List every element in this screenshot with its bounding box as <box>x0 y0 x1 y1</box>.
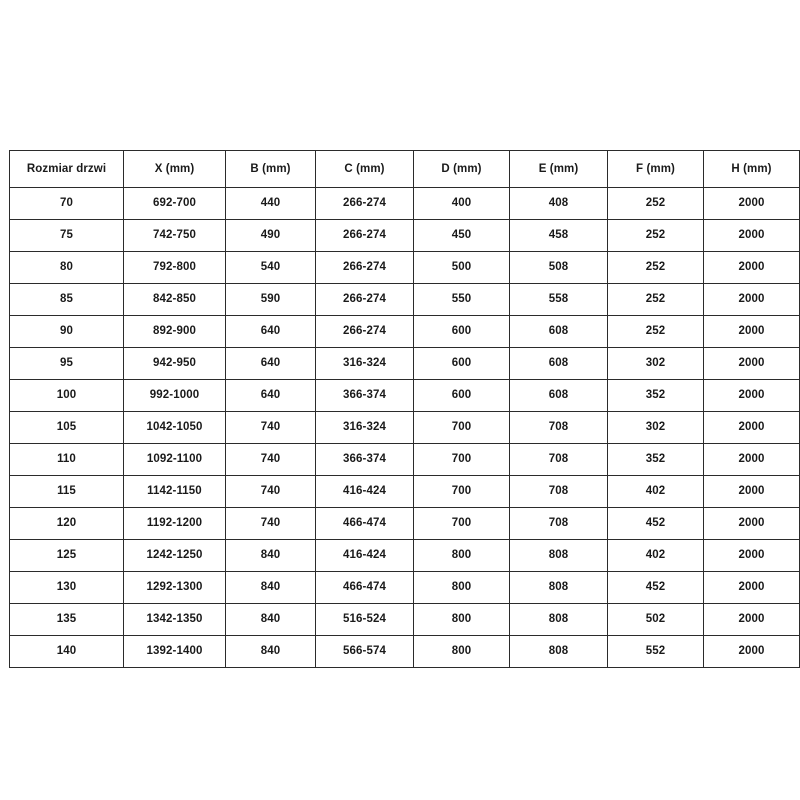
table-cell: 2000 <box>704 444 800 476</box>
table-row <box>10 508 800 540</box>
table-cell: 692-700 <box>124 188 226 220</box>
table-cell: 452 <box>608 572 704 604</box>
table-cell: 640 <box>226 348 316 380</box>
table-cell: 566-574 <box>316 636 414 668</box>
column-header-h: H (mm) <box>704 151 800 188</box>
table-cell: 640 <box>226 316 316 348</box>
table-cell: 740 <box>226 508 316 540</box>
table-cell: 2000 <box>704 188 800 220</box>
table-row <box>10 316 800 348</box>
table-cell: 302 <box>608 412 704 444</box>
table-cell: 808 <box>510 572 608 604</box>
door-size-table <box>9 150 800 668</box>
table-cell: 742-750 <box>124 220 226 252</box>
table-cell: 252 <box>608 284 704 316</box>
table-cell: 700 <box>414 508 510 540</box>
table-cell: 110 <box>10 444 124 476</box>
table-row <box>10 604 800 636</box>
table-row <box>10 380 800 412</box>
table-cell: 2000 <box>704 412 800 444</box>
table-cell: 1042-1050 <box>124 412 226 444</box>
table-cell: 316-324 <box>316 412 414 444</box>
table-cell: 800 <box>414 540 510 572</box>
table-cell: 608 <box>510 316 608 348</box>
column-header-e: E (mm) <box>510 151 608 188</box>
table-cell: 2000 <box>704 380 800 412</box>
table-cell: 100 <box>10 380 124 412</box>
table-cell: 1292-1300 <box>124 572 226 604</box>
table-cell: 700 <box>414 444 510 476</box>
table-cell: 90 <box>10 316 124 348</box>
table-cell: 700 <box>414 412 510 444</box>
table-cell: 458 <box>510 220 608 252</box>
table-cell: 708 <box>510 476 608 508</box>
table-cell: 740 <box>226 444 316 476</box>
table-cell: 2000 <box>704 604 800 636</box>
table-cell: 508 <box>510 252 608 284</box>
table-cell: 892-900 <box>124 316 226 348</box>
size-table-container <box>9 150 791 668</box>
table-cell: 808 <box>510 540 608 572</box>
table-cell: 266-274 <box>316 316 414 348</box>
table-cell: 95 <box>10 348 124 380</box>
table-cell: 2000 <box>704 636 800 668</box>
table-cell: 800 <box>414 604 510 636</box>
table-cell: 840 <box>226 636 316 668</box>
table-cell: 708 <box>510 412 608 444</box>
table-cell: 708 <box>510 444 608 476</box>
table-cell: 740 <box>226 412 316 444</box>
table-cell: 80 <box>10 252 124 284</box>
table-cell: 840 <box>226 572 316 604</box>
table-cell: 115 <box>10 476 124 508</box>
table-cell: 466-474 <box>316 508 414 540</box>
table-cell: 302 <box>608 348 704 380</box>
table-cell: 2000 <box>704 316 800 348</box>
table-cell: 135 <box>10 604 124 636</box>
column-header-f: F (mm) <box>608 151 704 188</box>
table-cell: 140 <box>10 636 124 668</box>
table-cell: 590 <box>226 284 316 316</box>
table-row <box>10 348 800 380</box>
table-cell: 708 <box>510 508 608 540</box>
table-cell: 266-274 <box>316 188 414 220</box>
table-cell: 2000 <box>704 540 800 572</box>
table-cell: 992-1000 <box>124 380 226 412</box>
table-cell: 490 <box>226 220 316 252</box>
table-cell: 402 <box>608 540 704 572</box>
table-cell: 608 <box>510 348 608 380</box>
table-cell: 70 <box>10 188 124 220</box>
table-cell: 2000 <box>704 220 800 252</box>
table-header <box>10 151 800 188</box>
table-cell: 640 <box>226 380 316 412</box>
table-cell: 840 <box>226 604 316 636</box>
table-row <box>10 252 800 284</box>
table-row <box>10 444 800 476</box>
column-header-x: X (mm) <box>124 151 226 188</box>
table-row <box>10 572 800 604</box>
table-cell: 740 <box>226 476 316 508</box>
table-cell: 552 <box>608 636 704 668</box>
table-cell: 1192-1200 <box>124 508 226 540</box>
column-header-d: D (mm) <box>414 151 510 188</box>
table-cell: 2000 <box>704 252 800 284</box>
table-cell: 800 <box>414 572 510 604</box>
table-cell: 800 <box>414 636 510 668</box>
table-cell: 416-424 <box>316 540 414 572</box>
table-cell: 500 <box>414 252 510 284</box>
table-cell: 1242-1250 <box>124 540 226 572</box>
column-header-b: B (mm) <box>226 151 316 188</box>
table-cell: 808 <box>510 604 608 636</box>
table-cell: 540 <box>226 252 316 284</box>
table-cell: 2000 <box>704 572 800 604</box>
table-cell: 2000 <box>704 508 800 540</box>
table-cell: 2000 <box>704 348 800 380</box>
table-cell: 1392-1400 <box>124 636 226 668</box>
table-cell: 366-374 <box>316 444 414 476</box>
table-cell: 266-274 <box>316 284 414 316</box>
table-row <box>10 220 800 252</box>
table-cell: 700 <box>414 476 510 508</box>
table-cell: 1142-1150 <box>124 476 226 508</box>
table-cell: 316-324 <box>316 348 414 380</box>
table-row <box>10 636 800 668</box>
table-cell: 792-800 <box>124 252 226 284</box>
table-cell: 466-474 <box>316 572 414 604</box>
table-cell: 808 <box>510 636 608 668</box>
table-cell: 502 <box>608 604 704 636</box>
table-cell: 600 <box>414 316 510 348</box>
table-cell: 842-850 <box>124 284 226 316</box>
table-cell: 352 <box>608 380 704 412</box>
table-cell: 2000 <box>704 284 800 316</box>
table-cell: 2000 <box>704 476 800 508</box>
table-cell: 252 <box>608 188 704 220</box>
table-cell: 85 <box>10 284 124 316</box>
table-row <box>10 540 800 572</box>
table-body <box>10 188 800 668</box>
table-row <box>10 284 800 316</box>
table-row <box>10 188 800 220</box>
table-cell: 366-374 <box>316 380 414 412</box>
table-cell: 1092-1100 <box>124 444 226 476</box>
table-cell: 840 <box>226 540 316 572</box>
table-cell: 608 <box>510 380 608 412</box>
table-row <box>10 476 800 508</box>
table-cell: 252 <box>608 252 704 284</box>
table-cell: 266-274 <box>316 252 414 284</box>
table-cell: 416-424 <box>316 476 414 508</box>
table-cell: 252 <box>608 316 704 348</box>
table-row <box>10 412 800 444</box>
column-header-c: C (mm) <box>316 151 414 188</box>
table-cell: 600 <box>414 348 510 380</box>
table-cell: 550 <box>414 284 510 316</box>
table-cell: 105 <box>10 412 124 444</box>
table-header-row <box>10 151 800 188</box>
table-cell: 400 <box>414 188 510 220</box>
table-cell: 75 <box>10 220 124 252</box>
table-cell: 1342-1350 <box>124 604 226 636</box>
table-cell: 558 <box>510 284 608 316</box>
table-cell: 130 <box>10 572 124 604</box>
table-cell: 450 <box>414 220 510 252</box>
table-cell: 942-950 <box>124 348 226 380</box>
table-cell: 452 <box>608 508 704 540</box>
table-cell: 266-274 <box>316 220 414 252</box>
table-cell: 120 <box>10 508 124 540</box>
table-cell: 516-524 <box>316 604 414 636</box>
column-header-door-size: Rozmiar drzwi <box>10 151 124 188</box>
table-cell: 125 <box>10 540 124 572</box>
table-cell: 600 <box>414 380 510 412</box>
table-cell: 440 <box>226 188 316 220</box>
table-cell: 402 <box>608 476 704 508</box>
table-cell: 408 <box>510 188 608 220</box>
table-cell: 352 <box>608 444 704 476</box>
table-cell: 252 <box>608 220 704 252</box>
